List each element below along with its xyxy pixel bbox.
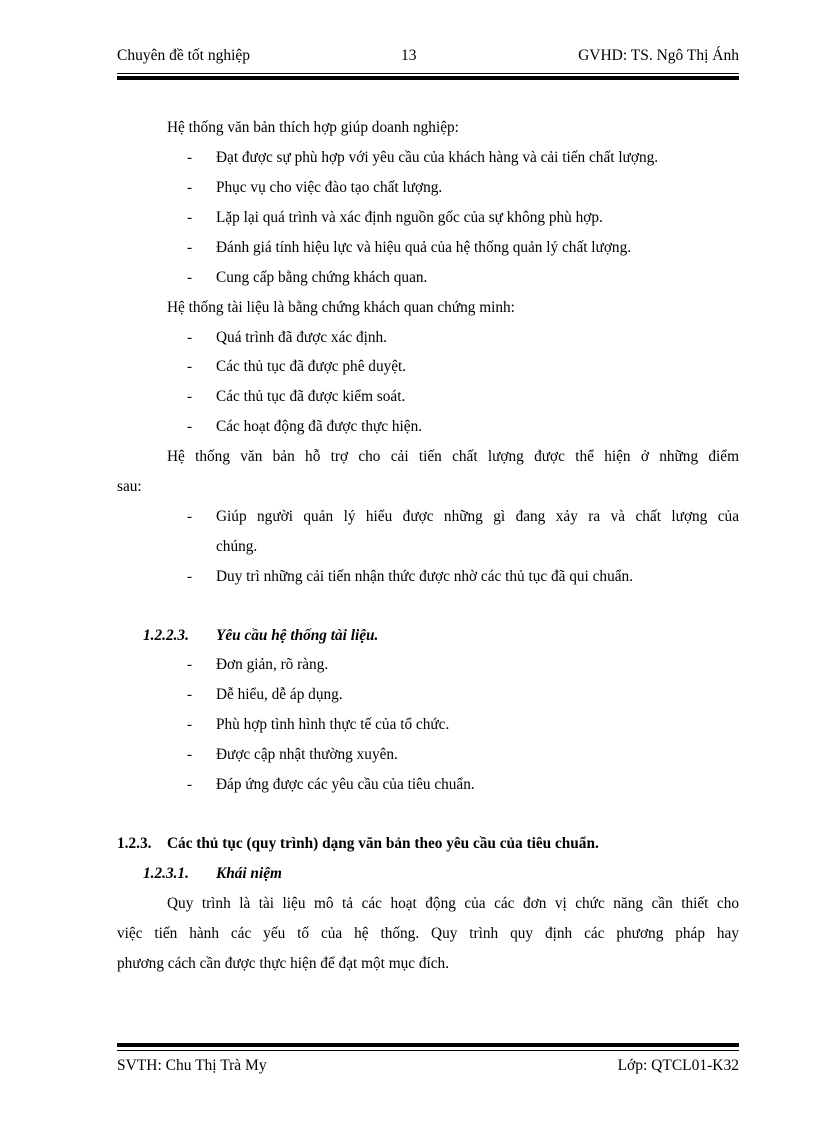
justified-line: Giúp người quản lý hiểu được những gì đang xảy ra và chất lượng của <box>216 508 739 525</box>
list-item: Được cập nhật thường xuyên. <box>216 746 398 763</box>
list-item: Đạt được sự phù hợp với yêu cầu của khách hàng và cải tiến chất lượng. <box>216 149 659 166</box>
list-item: Các thủ tục đã được phê duyệt. <box>216 358 407 375</box>
bullet: - <box>187 746 193 763</box>
section-number: 1.2.3. <box>117 835 152 852</box>
justified-line: Quy trình là tài liệu mô tả các hoạt động của các đơn vị chức năng cần thiết cho <box>167 895 739 912</box>
bullet: - <box>187 686 193 703</box>
section-title: Khái niệm <box>216 865 282 882</box>
list-item: Duy trì những cải tiến nhận thức được nhờ các thủ tục đã qui chuẩn. <box>216 568 633 585</box>
intro-paragraph: Hệ thống văn bản thích hợp giúp doanh nghiệp: <box>167 119 459 136</box>
page-header <box>117 47 739 69</box>
page-number: 13 <box>401 47 417 64</box>
header-right: GVHD: TS. Ngô Thị Ánh <box>578 47 739 64</box>
header-rule-thick <box>117 76 739 80</box>
bullet: - <box>187 568 193 585</box>
footer-rule-thick <box>117 1043 739 1047</box>
header-rule-thin <box>117 73 739 74</box>
paragraph-line: phương cách cần được thực hiện để đạt một mục đích. <box>117 955 450 972</box>
bullet: - <box>187 269 193 286</box>
bullet: - <box>187 656 193 673</box>
section-number: 1.2.3.1. <box>143 865 189 882</box>
bullet: - <box>187 358 193 375</box>
justified-line: việc tiến hành các yếu tố của hệ thống. Quy trình quy định các phương pháp hay <box>117 925 739 942</box>
page-footer <box>117 1057 739 1079</box>
list-item: Phù hợp tình hình thực tế của tổ chức. <box>216 716 450 733</box>
footer-rule-thin <box>117 1050 739 1051</box>
bullet: - <box>187 716 193 733</box>
list-item: Các thủ tục đã được kiểm soát. <box>216 388 406 405</box>
justified-line: Hệ thống văn bản hỗ trợ cho cải tiến chất lượng được thể hiện ở những điểm <box>167 448 739 465</box>
header-left: Chuyên đề tốt nghiệp <box>117 47 251 64</box>
bullet: - <box>187 508 193 525</box>
list-item: Phục vụ cho việc đào tạo chất lượng. <box>216 179 443 196</box>
list-item: Đáp ứng được các yêu cầu của tiêu chuẩn. <box>216 776 475 793</box>
footer-right: Lớp: QTCL01-K32 <box>617 1057 739 1074</box>
bullet: - <box>187 149 193 166</box>
bullet: - <box>187 388 193 405</box>
list-item: Các hoạt động đã được thực hiện. <box>216 418 423 435</box>
paragraph-line: sau: <box>117 478 142 495</box>
list-item: Dễ hiểu, dễ áp dụng. <box>216 686 343 703</box>
list-item: Cung cấp bằng chứng khách quan. <box>216 269 428 286</box>
list-item: Lặp lại quá trình và xác định nguồn gốc của sự không phù hợp. <box>216 209 603 226</box>
list-item: Đơn giản, rõ ràng. <box>216 656 329 673</box>
bullet: - <box>187 239 193 256</box>
section-title: Các thủ tục (quy trình) dạng văn bản theo yêu cầu của tiêu chuẩn. <box>167 835 599 852</box>
intro-paragraph: Hệ thống tài liệu là bằng chứng khách quan chứng minh: <box>167 299 515 316</box>
section-number: 1.2.2.3. <box>143 627 189 644</box>
list-item: Đánh giá tính hiệu lực và hiệu quả của hệ thống quản lý chất lượng. <box>216 239 632 256</box>
bullet: - <box>187 179 193 196</box>
bullet: - <box>187 209 193 226</box>
bullet: - <box>187 418 193 435</box>
list-item-continuation: chúng. <box>216 538 258 555</box>
section-title: Yêu cầu hệ thống tài liệu. <box>216 627 379 644</box>
bullet: - <box>187 329 193 346</box>
footer-left: SVTH: Chu Thị Trà My <box>117 1057 267 1074</box>
list-item: Quá trình đã được xác định. <box>216 329 387 346</box>
bullet: - <box>187 776 193 793</box>
